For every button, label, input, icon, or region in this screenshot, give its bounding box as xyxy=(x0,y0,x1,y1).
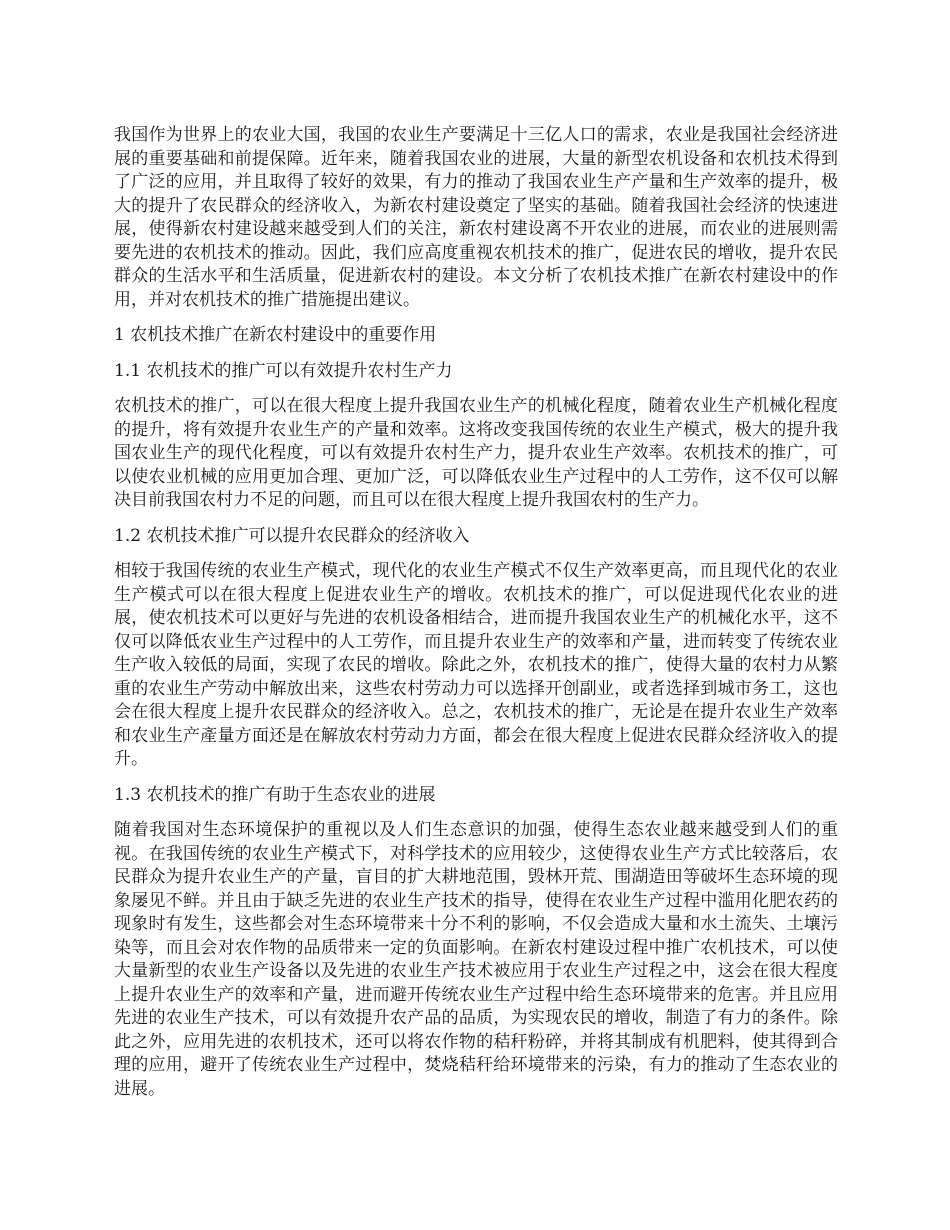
section-1-2-heading: 1.2 农机技术推广可以提升农民群众的经济收入 xyxy=(114,525,470,546)
intro-paragraph: 我国作为世界上的农业大国，我国的农业生产要满足十三亿人口的需求，农业是我国社会经济进展的重要基础和前提保障。近年来，随着我国农业的进展，大量的新型农机设备和农机技术得到了广泛的应用，并且取得了较好的效果，有力的推动了我国农业生产产量和生产效率的提升，极大的提升了农民群众的经济收入，为新农村建设奠定了坚实的基础。随着我国社会经济的快速进展，使得新农村建设越来越受到人们的关注，新农村建设离不开农业的进展，而农业的进展则需要先进的农机技术的推动。因此，我们应高度重视农机技术的推广，促进农民的增收，提升农民群众的生活水平和生活质量，促进新农村的建设。本文分析了农机技术推广在新农村建设中的作用，并对农机技术的推广措施提出建议。 xyxy=(114,125,838,310)
section-1-heading: 1 农机技术推广在新农村建设中的重要作用 xyxy=(114,325,437,345)
section-1-1-heading: 1.1 农机技术的推广可以有效提升农村生产力 xyxy=(114,360,453,381)
document-page xyxy=(114,124,838,1113)
section-1-3-heading: 1.3 农机技术的推广有助于生态农业的进展 xyxy=(114,784,436,805)
section-1-1-paragraph: 农机技术的推广，可以在很大程度上提升我国农业生产的机械化程度，随着农业生产机械化程度的提升，将有效提升农业生产的产量和效率。这将改变我国传统的农业生产模式，极大的提升我国农业生产的现代化程度，可以有效提升农村生产力，提升农业生产效率。农机技术的推广，可以使农业机械的应用更加合理、更加广泛，可以降低农业生产过程中的人工劳作，这不仅可以解决目前我国农村力不足的问题，而且可以在很大程度上提升我国农村的生产力。 xyxy=(114,396,838,510)
section-1-2-paragraph: 相较于我国传统的农业生产模式，现代化的农业生产模式不仅生产效率更高，而且现代化的农业生产模式可以在很大程度上促进农业生产的增收。农机技术的推广，可以促进现代化农业的进展，使农机技术可以更好与先进的农机设备相结合，进而提升我国农业生产的机械化水平，这不仅可以降低农业生产过程中的人工劳作，而且提升农业生产的效率和产量，进而转变了传统农业生产收入较低的局面，实现了农民的增收。除此之外，农机技术的推广，使得大量的农村力从繁重的农业生产劳动中解放出来，这些农村劳动力可以选择开创副业，或者选择到城市务工，这也会在很大程度上提升农民群众的经济收入。总之，农机技术的推广，无论是在提升农业生产效率和农业生产產量方面还是在解放农村劳动力方面，都会在很大程度上促进农民群众经济收入的提升。 xyxy=(114,561,838,769)
section-1-3-paragraph: 随着我国对生态环境保护的重视以及人们生态意识的加强，使得生态农业越来越受到人们的重视。在我国传统的农业生产模式下，对科学技术的应用较少，这使得农业生产方式比较落后，农民群众为提升农业生产的产量，盲目的扩大耕地范围，毁林开荒、围湖造田等破坏生态环境的现象屡见不鲜。并且由于缺乏先进的农业生产技术的指导，使得在农业生产过程中滥用化肥农药的现象时有发生，这些都会对生态环境带来十分不利的影响，不仅会造成大量和水土流失、土壤污染等，而且会对农作物的品质带来一定的负面影响。在新农村建设过程中推广农机技术，可以使大量新型的农业生产设备以及先进的农业生产技术被应用于农业生产过程之中，这会在很大程度上提升农业生产的效率和产量，进而避开传统农业生产过程中给生态环境带来的危害。并且应用先进的农业生产技术，可以有效提升农产品的品质，为实现农民的增收，制造了有力的条件。除此之外，应用先进的农机技术，还可以将农作物的秸秆粉碎，并将其制成有机肥料，使其得到合理的应用，避开了传统农业生产过程中，焚烧秸秆给环境带来的污染，有力的推动了生态农业的进展。 xyxy=(114,820,838,1099)
